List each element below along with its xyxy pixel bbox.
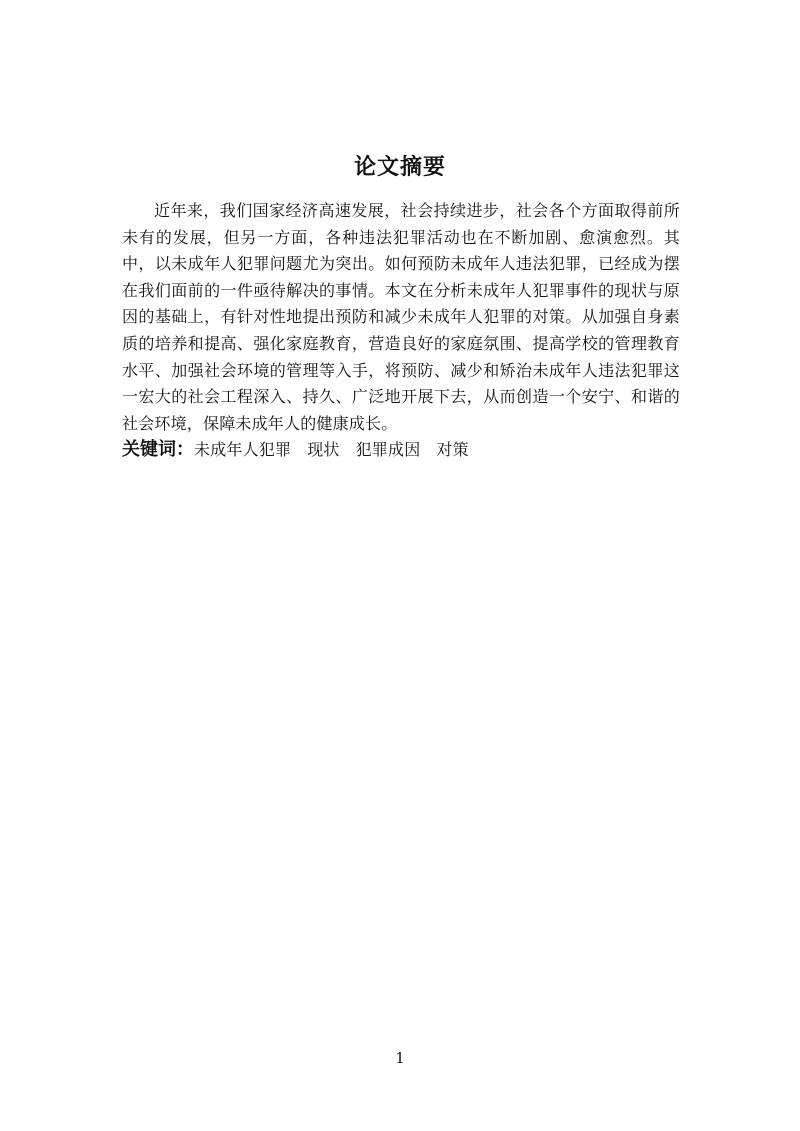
keyword-item: 现状 xyxy=(307,440,340,459)
page-title: 论文摘要 xyxy=(353,155,446,180)
keyword-item: 未成年人犯罪 xyxy=(194,440,292,459)
keywords-label: 关键词： xyxy=(122,439,194,460)
keywords-list xyxy=(194,440,485,459)
keyword-item: 犯罪成因 xyxy=(355,440,421,459)
keyword-item: 对策 xyxy=(436,440,469,459)
keywords-line xyxy=(122,436,680,464)
page-number: 1 xyxy=(395,1049,405,1067)
abstract-paragraph: 近年来，我们国家经济高速发展，社会持续进步，社会各个方面取得前所未有的发展，但另一方面，各种违法犯罪活动也在不断加剧、愈演愈烈。其中，以未成年人犯罪问题尤为突出。如何预防未成年人违法犯罪，已经成为摆在我们面前的一件亟待解决的事情。本文在分析未成年人犯罪事件的现状与原因的基础上，有针对性地提出预防和减少未成年人犯罪的对策。从加强自身素质的培养和提高、强化家庭教育，营造良好的家庭氛围、提高学校的管理教育水平、加强社会环境的管理等入手，将预防、减少和矫治未成年人违法犯罪这一宏大的社会工程深入、持久、广泛地开展下去，从而创造一个安宁、和谐的社会环境，保障未成年人的健康成长。 xyxy=(122,201,680,433)
